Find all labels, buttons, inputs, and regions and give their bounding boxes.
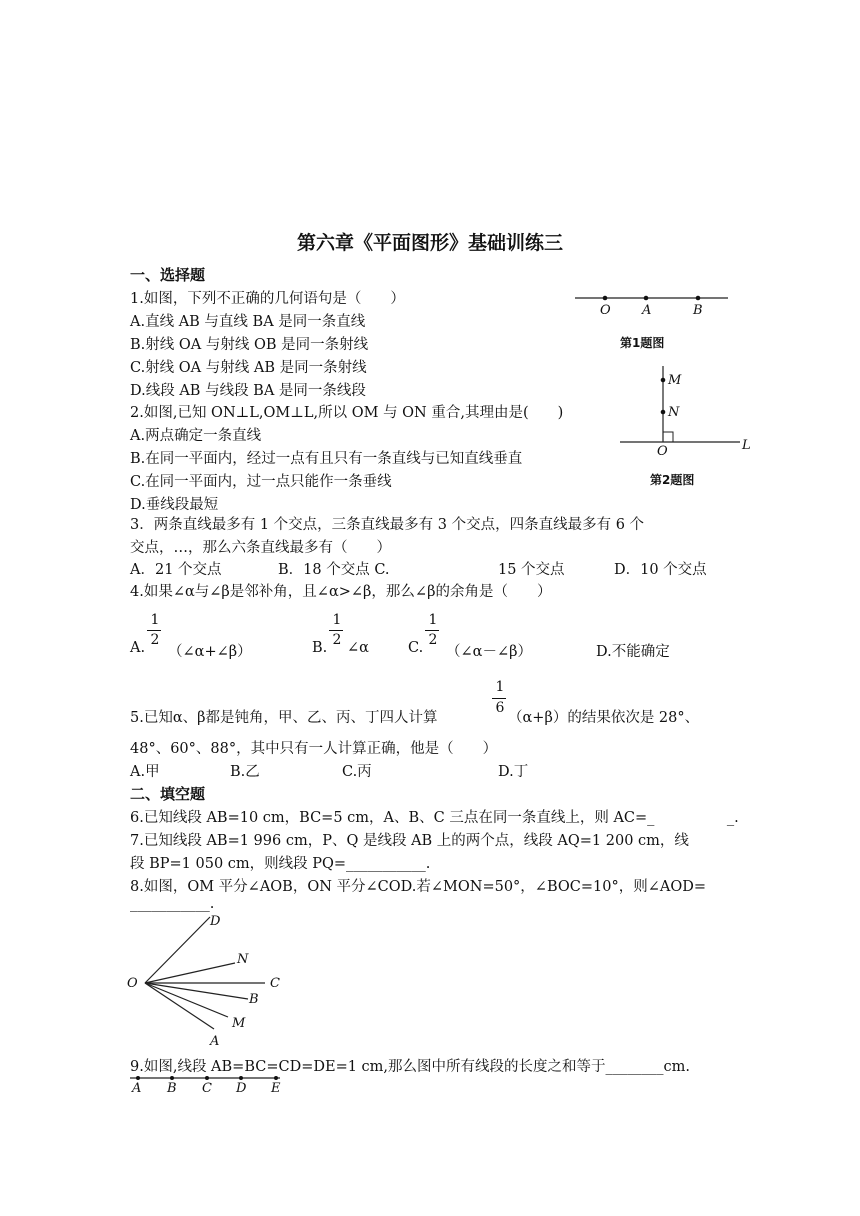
fig2-label-o: O bbox=[657, 444, 668, 459]
fig8-label-a: A bbox=[210, 1034, 220, 1049]
q7-line-1: 7.已知线段 AB=1 996 cm，P、Q 是线段 AB 上的两个点，线段 AQ=1 200 cm，线 bbox=[130, 833, 689, 849]
fig9-label-a: A bbox=[132, 1081, 142, 1096]
q7-line-2: 段 BP=1 050 cm，则线段 PQ=___________. bbox=[130, 856, 431, 872]
q4-option-a-letter: A. bbox=[130, 640, 146, 656]
q4-stem: 4.如果∠α与∠β是邻补角，且∠α>∠β，那么∠β的余角是（ ） bbox=[130, 584, 552, 600]
q4-option-b: ∠α bbox=[347, 640, 369, 656]
fig2-label-n: N bbox=[668, 405, 680, 420]
q5-numerator: 1 bbox=[495, 679, 505, 695]
q3-option-a: A．21 个交点 bbox=[130, 562, 222, 578]
fig2-caption: 第2题图 bbox=[650, 473, 695, 487]
q4-a-numerator: 1 bbox=[150, 612, 160, 628]
q1-option-b: B.射线 OA 与射线 OB 是同一条射线 bbox=[130, 337, 369, 353]
q3-line-1: 3．两条直线最多有 1 个交点，三条直线最多有 3 个交点，四条直线最多有 6 个 bbox=[130, 517, 645, 533]
fig2-label-l: L bbox=[742, 438, 751, 453]
q3-line-2: 交点，…，那么六条直线最多有（ ） bbox=[130, 540, 391, 556]
fraction-bar bbox=[147, 630, 161, 631]
fig8-label-n: N bbox=[237, 952, 249, 967]
q3-option-b: B．18 个交点 C. bbox=[278, 562, 390, 578]
q1-stem: 1.如图，下列不正确的几何语句是（ ） bbox=[130, 291, 405, 307]
fig8-label-o: O bbox=[127, 976, 138, 991]
q8-line-2: ___________. bbox=[130, 896, 215, 912]
figure-2-diagram bbox=[615, 362, 755, 452]
q8-line-1: 8.如图，OM 平分∠AOB，ON 平分∠COD.若∠MON=50°，∠BOC=10°，则∠AOD= bbox=[130, 879, 706, 895]
q4-c-denominator: 2 bbox=[428, 632, 438, 648]
page-title: 第六章《平面图形》基础训练三 bbox=[296, 232, 563, 254]
q4-option-a: （∠α+∠β） bbox=[168, 644, 252, 660]
fig2-label-m: M bbox=[668, 373, 682, 388]
q5-line-1-post: （α+β）的结果依次是 28°、 bbox=[508, 710, 700, 726]
fraction-bar bbox=[425, 630, 439, 631]
q6-text: 6.已知线段 AB=10 cm，BC=5 cm，A、B、C 三点在同一条直线上，则 AC=_ _. bbox=[130, 810, 739, 826]
q2-stem: 2.如图,已知 ON⊥L,OM⊥L,所以 OM 与 ON 重合,其理由是( ) bbox=[130, 405, 564, 421]
fig1-caption: 第1题图 bbox=[620, 336, 665, 350]
figure-8-diagram bbox=[140, 915, 290, 1035]
fig8-label-c: C bbox=[270, 976, 280, 991]
fig1-label-o: O bbox=[600, 303, 611, 318]
fig8-label-b: B bbox=[249, 992, 259, 1007]
q5-line-2: 48°、60°、88°，其中只有一人计算正确，他是（ ） bbox=[130, 741, 498, 757]
q5-option-c: C.丙 bbox=[342, 764, 372, 780]
q4-c-numerator: 1 bbox=[428, 612, 438, 628]
q1-option-d: D.线段 AB 与线段 BA 是同一条线段 bbox=[130, 383, 366, 399]
q4-a-denominator: 2 bbox=[150, 632, 160, 648]
q5-option-d: D.丁 bbox=[498, 764, 529, 780]
fig9-label-b: B bbox=[167, 1081, 177, 1096]
q2-option-c: C.在同一平面内，过一点只能作一条垂线 bbox=[130, 474, 392, 490]
fig1-label-a: A bbox=[642, 303, 652, 318]
fig9-label-e: E bbox=[271, 1081, 281, 1096]
q5-line-1-pre: 5.已知α、β都是钝角，甲、乙、丙、丁四人计算 bbox=[130, 710, 438, 726]
q5-option-a: A.甲 bbox=[130, 764, 160, 780]
q3-option-c: 15 个交点 bbox=[498, 562, 565, 578]
q4-b-denominator: 2 bbox=[332, 632, 342, 648]
q4-option-c-letter: C. bbox=[408, 640, 424, 656]
fraction-bar bbox=[492, 698, 506, 699]
fig9-label-d: D bbox=[236, 1081, 247, 1096]
section-heading-fill: 二、填空题 bbox=[130, 785, 206, 803]
q4-option-b-letter: B. bbox=[312, 640, 328, 656]
section-heading-choice: 一、选择题 bbox=[130, 266, 206, 284]
q2-option-a: A.两点确定一条直线 bbox=[130, 428, 262, 444]
fraction-bar bbox=[329, 630, 343, 631]
q1-option-c: C.射线 OA 与射线 AB 是同一条射线 bbox=[130, 360, 367, 376]
q3-option-d: D．10 个交点 bbox=[614, 562, 707, 578]
fig8-label-d: D bbox=[210, 914, 221, 929]
q4-b-numerator: 1 bbox=[332, 612, 342, 628]
q9-text: 9.如图,线段 AB=BC=CD=DE=1 cm,那么图中所有线段的长度之和等于________cm. bbox=[130, 1059, 691, 1075]
q4-option-d: D.不能确定 bbox=[596, 644, 670, 660]
fig9-label-c: C bbox=[202, 1081, 212, 1096]
fig1-label-b: B bbox=[693, 303, 703, 318]
q4-option-c: （∠α－∠β） bbox=[446, 644, 532, 660]
q1-option-a: A.直线 AB 与直线 BA 是同一条直线 bbox=[130, 314, 366, 330]
q2-option-b: B.在同一平面内，经过一点有且只有一条直线与已知直线垂直 bbox=[130, 451, 523, 467]
q2-option-d: D.垂线段最短 bbox=[130, 497, 219, 513]
fig8-label-m: M bbox=[232, 1016, 246, 1031]
q5-denominator: 6 bbox=[495, 700, 505, 716]
q5-option-b: B.乙 bbox=[230, 764, 260, 780]
